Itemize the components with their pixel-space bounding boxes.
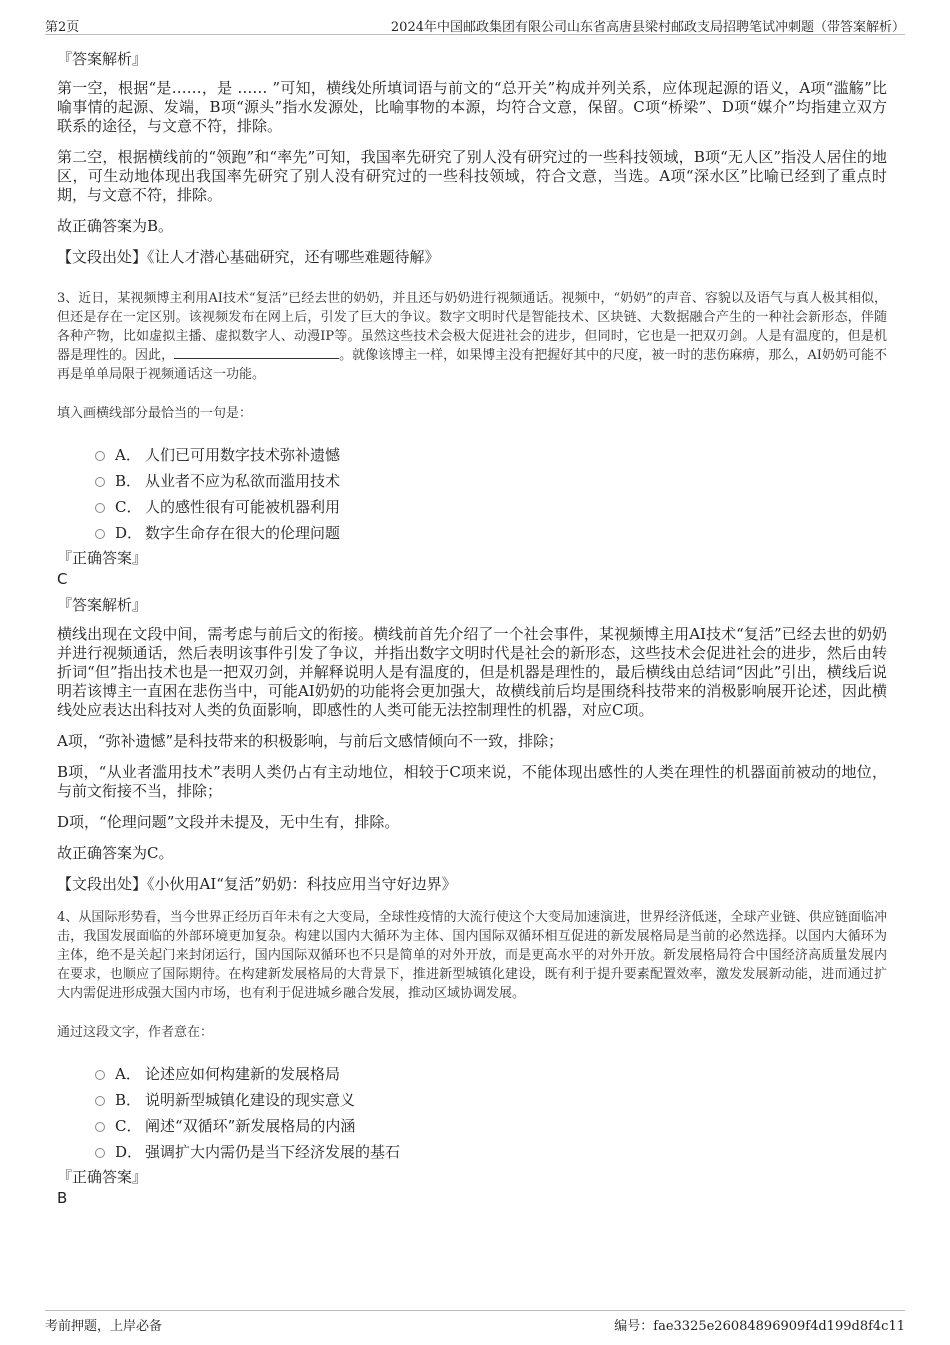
analysis-paragraph: 第一空，根据“是……，是 …… ”可知，横线处所填词语与前文的“总开关”构成并列关系，应体现起源的语义，A项“滥觞”比喻事情的起源、发端，B项“源头”指水发源处，比喻事物的本源，均符合文意，保留。C项“桥梁”、D项“媒介”均指建立双方联系的途径，与文意不符，排除。 bbox=[57, 79, 887, 135]
analysis-label: 『答案解析』 bbox=[57, 596, 148, 614]
correct-answer: B bbox=[57, 1189, 68, 1207]
option-letter: D． bbox=[115, 523, 143, 542]
option-text: 人的感性很有可能被机器利用 bbox=[145, 497, 341, 516]
correct-answer: C bbox=[57, 570, 68, 588]
question-3-options bbox=[95, 441, 887, 545]
option-d[interactable] bbox=[95, 1138, 887, 1164]
option-letter: C． bbox=[115, 1116, 142, 1135]
option-c[interactable] bbox=[95, 493, 887, 519]
question-4-prompt: 通过这段文字，作者意在： bbox=[57, 1025, 214, 1040]
option-a[interactable] bbox=[95, 441, 887, 467]
question-4-stem: 4、从国际形势看，当今世界正经历百年未有之大变局，全球性疫情的大流行使这个大变局加速演进，世界经济低迷，全球产业链、供应链面临冲击，我国发展面临的外部环境更加复杂。构建以国内大循环为主体、国内国际双循环相互促进的新发展格局是当前的必然选择。以国内大循环为主体，绝不是关起门来封闭运行，国内国际双循环也不只是简单的对外开放，而是更高水平的对外开放。新发展格局符合中国经济高质量发展内在要求，也顺应了国际期待。在构建新发展格局的大背景下，推进新型城镇化建设，既有利于提升要素配置效率，激发发展新动能，进而通过扩大内需促进形成强大国内市场，也有利于促进城乡融合发展，推动区域协调发展。 bbox=[57, 910, 887, 1001]
radio-icon[interactable] bbox=[95, 1122, 105, 1132]
analysis-paragraph: D项，“伦理问题”文段并未提及，无中生有，排除。 bbox=[57, 813, 400, 831]
question-3-stem-before: 3、近日，某视频博主利用AI技术“复活”已经去世的奶奶，并且还与奶奶进行视频通话。视频中，“奶奶”的声音、容貌以及语气与真人极其相似，但还是存在一定区别。该视频发布在网上后，引发了巨大的争议。数字文明时代是智能技术、区块链、大数据融合产生的一种社会新形态，伴随各种产物，比如虚拟主播、虚拟数字人、动漫IP等。虽然这些技术会极大促进社会的进步，但同时，它也是一把双刃剑。人是有温度的，但是机器是理性的。因此， bbox=[57, 291, 887, 363]
document-title: 2024年中国邮政集团有限公司山东省高唐县梁村邮政支局招聘笔试冲刺题（带答案解析） bbox=[390, 20, 905, 35]
radio-icon[interactable] bbox=[95, 503, 105, 513]
option-letter: B． bbox=[115, 471, 142, 490]
radio-icon[interactable] bbox=[95, 477, 105, 487]
analysis-paragraph: A项，“弥补遗憾”是科技带来的积极影响，与前后文感情倾向不一致，排除； bbox=[57, 732, 564, 750]
document-id: 编号：fae3325e26084896909f4d199d8f4c11 bbox=[614, 1319, 905, 1334]
analysis-label: 『答案解析』 bbox=[57, 50, 148, 68]
analysis-paragraph: 第二空，根据横线前的“领跑”和“率先”可知，我国率先研究了别人没有研究过的一些科技领域，B项“无人区”指没人居住的地区，可生动地体现出我国率先研究了别人没有研究过的一些科技领域，符合文意，当选。A项“深水区”比喻已经到了重点时期，与文意不符，排除。 bbox=[57, 148, 887, 204]
page-content bbox=[57, 42, 887, 1213]
source-citation: 【文段出处】《小伙用AI“复活”奶奶：科技应用当守好边界》 bbox=[57, 875, 457, 893]
footer-slogan: 考前押题，上岸必备 bbox=[45, 1319, 163, 1334]
question-4-options bbox=[95, 1060, 887, 1164]
option-text: 数字生命存在很大的伦理问题 bbox=[145, 523, 341, 542]
option-b[interactable] bbox=[95, 467, 887, 493]
page-footer bbox=[45, 1310, 905, 1335]
radio-icon[interactable] bbox=[95, 1096, 105, 1106]
option-text: 论述应如何构建新的发展格局 bbox=[145, 1064, 341, 1083]
option-text: 强调扩大内需仍是当下经济发展的基石 bbox=[145, 1142, 401, 1161]
option-letter: D． bbox=[115, 1142, 143, 1161]
option-text: 人们已可用数字技术弥补遗憾 bbox=[145, 445, 341, 464]
question-3-stem-after: 。就像该博主一样，如果博主没有把握好其中的尺度，被一时的悲伤麻痹，那么，AI奶奶可能不再是单单局限于视频通话这一功能。 bbox=[57, 348, 887, 382]
option-letter: C． bbox=[115, 497, 142, 516]
correct-answer-label: 『正确答案』 bbox=[57, 549, 148, 567]
analysis-paragraph: 横线出现在文段中间，需考虑与前后文的衔接。横线前首先介绍了一个社会事件，某视频博主用AI技术“复活”已经去世的奶奶并进行视频通话，然后表明该事件引发了争议，并指出数字文明时代是社会的新形态，这些技术会促进社会的进步，然后由转折词“但”指出技术也是一把双刃剑，并解释说明人是有温度的，但是机器是理性的，最后横线由总结词“因此”引出，横线后说明若该博主一直困在悲伤当中，可能AI奶奶的功能将会更加强大，故横线前后均是围绕科技带来的消极影响展开论述，因此横线处应表达出科技对人类的负面影响，即感性的人类可能无法控制理性的机器，对应C项。 bbox=[57, 625, 887, 719]
option-letter: A． bbox=[115, 445, 141, 464]
option-letter: B． bbox=[115, 1090, 142, 1109]
option-letter: A． bbox=[115, 1064, 141, 1083]
option-d[interactable] bbox=[95, 519, 887, 545]
correct-answer-label: 『正确答案』 bbox=[57, 1168, 148, 1186]
option-text: 从业者不应为私欲而滥用技术 bbox=[145, 471, 341, 490]
option-b[interactable] bbox=[95, 1086, 887, 1112]
radio-icon[interactable] bbox=[95, 451, 105, 461]
page-number: 第2页 bbox=[45, 20, 80, 35]
fill-blank bbox=[174, 346, 339, 359]
option-a[interactable] bbox=[95, 1060, 887, 1086]
option-c[interactable] bbox=[95, 1112, 887, 1138]
analysis-conclusion: 故正确答案为B。 bbox=[57, 217, 174, 235]
radio-icon[interactable] bbox=[95, 1070, 105, 1080]
question-3-stem bbox=[57, 289, 887, 384]
option-text: 说明新型城镇化建设的现实意义 bbox=[145, 1090, 356, 1109]
analysis-paragraph: B项，“从业者滥用技术”表明人类仍占有主动地位，相较于C项来说，不能体现出感性的人类在理性的机器面前被动的地位，与前文衔接不当，排除； bbox=[57, 763, 887, 800]
radio-icon[interactable] bbox=[95, 529, 105, 539]
page-header bbox=[45, 14, 905, 35]
option-text: 阐述“双循环”新发展格局的内涵 bbox=[145, 1116, 356, 1135]
question-3-prompt: 填入画横线部分最恰当的一句是： bbox=[57, 406, 253, 421]
radio-icon[interactable] bbox=[95, 1148, 105, 1158]
source-citation: 【文段出处】《让人才潜心基础研究，还有哪些难题待解》 bbox=[57, 248, 440, 266]
analysis-conclusion: 故正确答案为C。 bbox=[57, 844, 174, 862]
